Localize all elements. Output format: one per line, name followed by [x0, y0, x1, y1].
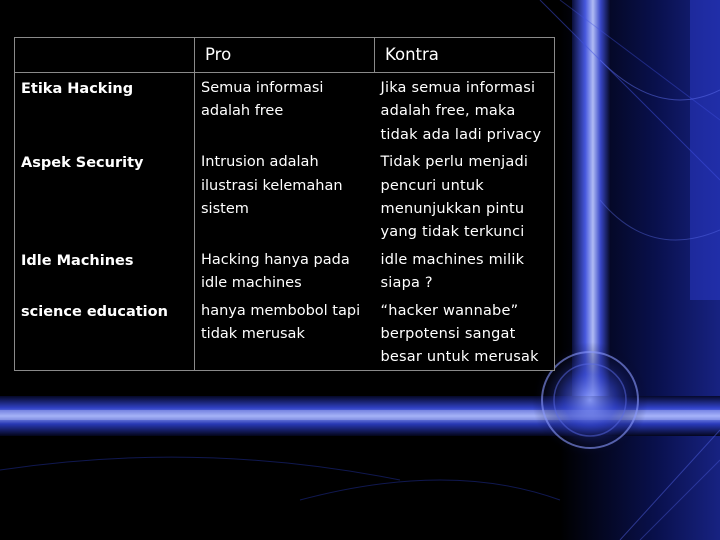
row-label: [15, 245, 195, 296]
header-kontra: Kontra: [375, 38, 555, 73]
kontra-text: “hacker wannabe” berpotensi sangat besar untuk merusak: [380, 302, 539, 366]
kontra-text: Tidak perlu menjadi pencuri untuk menunjukkan pintu yang tidak terkunci: [380, 154, 529, 241]
pro-text: hanya membobol tapi tidak merusak: [201, 302, 361, 343]
table-row: [15, 245, 555, 296]
pro-cell: [195, 296, 375, 371]
pro-cell: [195, 245, 375, 296]
row-label-text: Idle Machines: [21, 252, 134, 269]
kontra-cell: [375, 245, 555, 296]
pro-kontra-table: [14, 37, 555, 371]
pro-cell: [195, 73, 375, 148]
row-label-text: Etika Hacking: [21, 81, 134, 97]
pro-text: Hacking hanya pada idle machines: [201, 251, 350, 292]
table-row: [15, 147, 555, 245]
header-blank-cell: [15, 38, 195, 73]
kontra-cell: [375, 296, 555, 371]
row-label-text: Aspek Security: [21, 155, 144, 172]
header-pro: Pro: [195, 38, 375, 73]
row-label-text: science education: [21, 303, 168, 320]
pro-text: Semua informasi adalah free: [201, 80, 324, 120]
kontra-cell: [375, 73, 555, 148]
kontra-cell: [375, 147, 555, 245]
row-label: [15, 147, 195, 245]
pro-text: Intrusion adalah ilustrasi kelemahan sistem: [201, 154, 343, 218]
table-row: [15, 73, 555, 148]
table-row: [15, 296, 555, 371]
pro-cell: [195, 147, 375, 245]
row-label: [15, 73, 195, 148]
row-label: [15, 296, 195, 371]
kontra-text: idle machines milik siapa ?: [380, 251, 525, 292]
kontra-text: Jika semua informasi adalah free, maka tidak ada ladi privacy: [380, 80, 542, 143]
table-header-row: [15, 38, 555, 73]
